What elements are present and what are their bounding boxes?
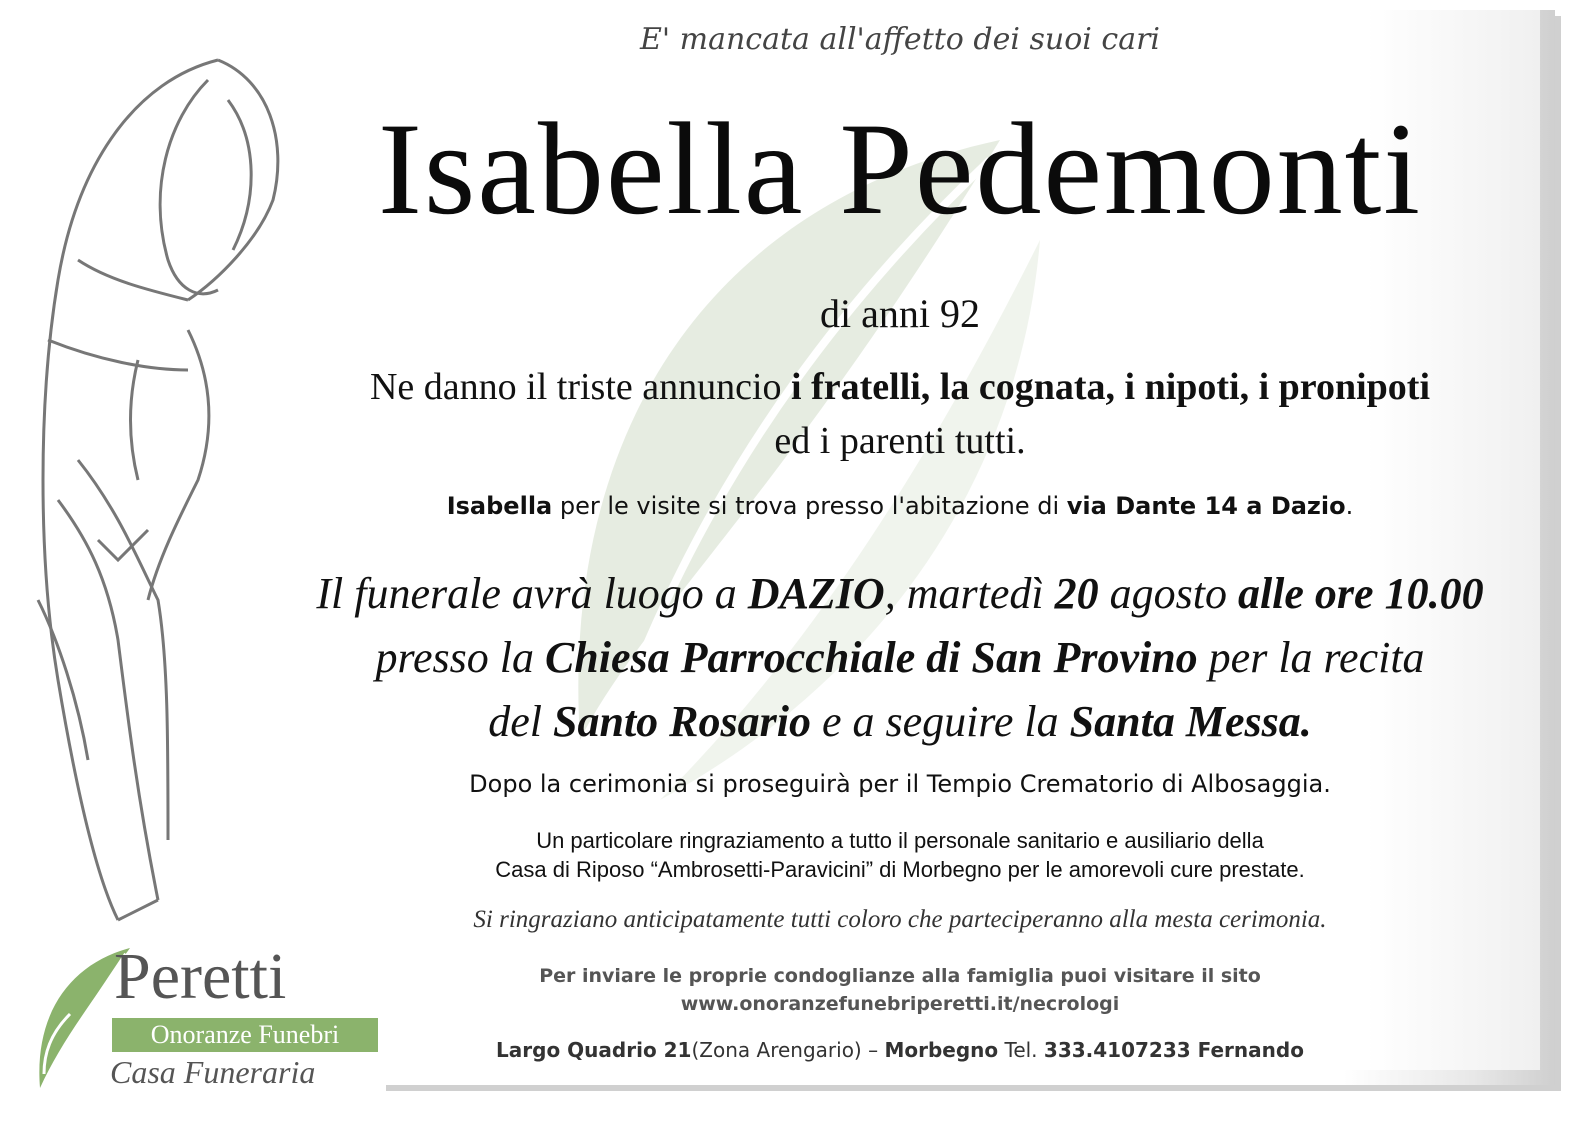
logo-title: Peretti — [114, 940, 287, 1013]
peretti-logo — [30, 940, 380, 1094]
condolence-link[interactable]: www.onoranzefunebriperetti.it/necrologi — [680, 993, 1120, 1015]
logo-band: Onoranze Funebri — [112, 1018, 378, 1052]
thanks-line-2: Casa di Riposo “Ambrosetti-Paravicini” di Morbegno per le amorevoli cure prestate. — [495, 857, 1305, 882]
ceremony-info: Dopo la cerimonia si proseguirà per il Tempio Crematorio di Albosaggia. — [469, 770, 1331, 798]
thanks-line-1: Un particolare ringraziamento a tutto il personale sanitario e ausiliario della — [536, 828, 1264, 853]
address-line: Largo Quadrio 21(Zona Arengario) – Morbegno Tel. 333.4107233 Fernando — [496, 1038, 1304, 1062]
announcement — [300, 360, 1500, 468]
praying-madonna-icon — [18, 40, 318, 940]
visits-info: Isabella per le visite si trova presso l'abitazione di via Dante 14 a Dazio. — [446, 492, 1354, 520]
condolence-info — [300, 962, 1500, 1018]
announcement-line-2: ed i parenti tutti. — [774, 420, 1026, 462]
logo-subtitle: Casa Funeraria — [110, 1054, 316, 1090]
funeral-line-2: presso la Chiesa Parrocchiale di San Provino per la recita — [375, 633, 1425, 682]
funeral-info — [300, 562, 1500, 754]
deceased-name: Isabella Pedemonti — [377, 95, 1423, 242]
age-text: di anni 92 — [820, 291, 980, 336]
announcement-line-1: Ne danno il triste annuncio i fratelli, la cognata, i nipoti, i pronipoti — [369, 366, 1431, 408]
advance-thanks: Si ringraziano anticipatamente tutti coloro che parteciperanno alla mesta cerimonia. — [473, 906, 1327, 933]
funeral-line-1: Il funerale avrà luogo a DAZIO, martedì 20 agosto alle ore 10.00 — [316, 569, 1484, 618]
thanks-text — [300, 826, 1500, 884]
intro-text: E' mancata all'affetto dei suoi cari — [639, 22, 1161, 57]
funeral-line-3: del Santo Rosario e a seguire la Santa Messa. — [488, 697, 1312, 746]
condolence-line-1: Per inviare le proprie condoglianze alla famiglia puoi visitare il sito — [539, 965, 1261, 987]
